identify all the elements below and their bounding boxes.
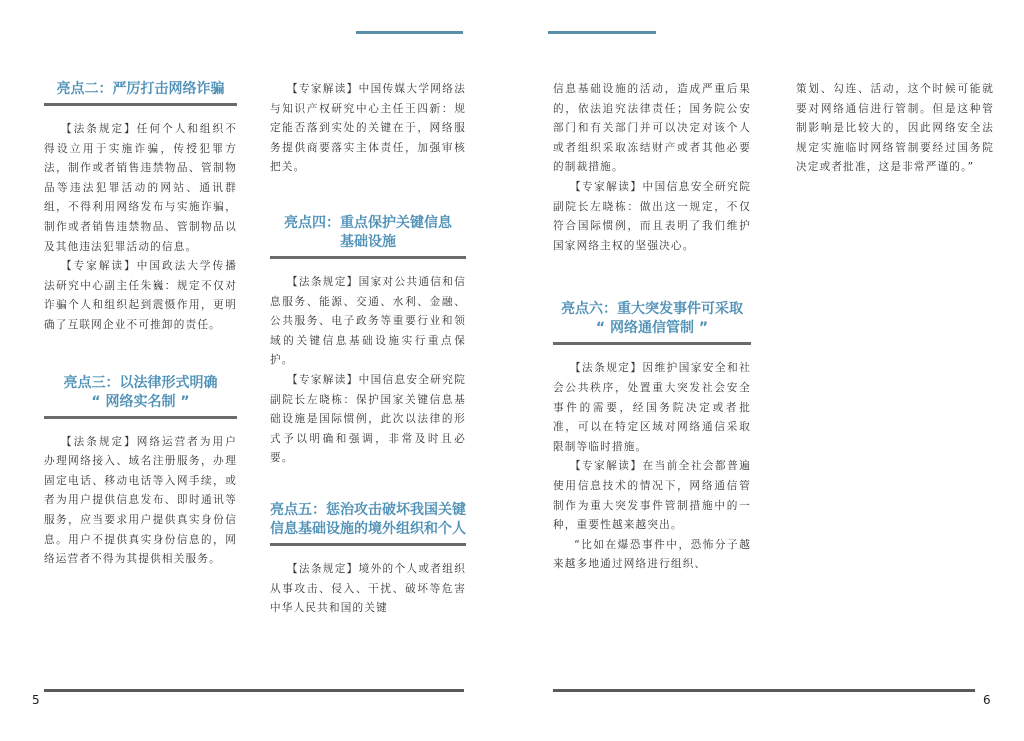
heading-highlight-4 [270, 214, 466, 252]
column-3 [553, 80, 751, 575]
heading-underline [270, 543, 466, 546]
page-number-left: 5 [32, 693, 40, 707]
expert-text-highlight-5: 【专家解读】中国信息安全研究院副院长左晓栋：做出这一规定，不仅符合国际惯例，而且表明了我们维护国家网络主权的坚强决心。 [553, 180, 751, 252]
column-1 [44, 80, 237, 570]
expert-quote-continued: 策划、勾连、活动，这个时候可能就要对网络通信进行管制。但是这种管制影响是比较大的，因此网络安全法规定实施临时网络管制要经过国务院决定或者批准，这是非常严谨的。” [796, 83, 994, 174]
expert-text-highlight-6: 【专家解读】在当前全社会都普遍使用信息技术的情况下，网络通信管制作为重大突发事件管制措施中的一种，重要性越来越突出。 [553, 460, 751, 532]
law-text-highlight-5: 【法条规定】境外的个人或者组织从事攻击、侵入、干扰、破坏等危害中华人民共和国的关键 [270, 562, 466, 615]
heading-highlight-3 [44, 374, 237, 412]
heading-highlight-5-line2: 信息基础设施的境外组织和个人 [270, 520, 466, 537]
heading-highlight-4-line2: 基础设施 [340, 233, 396, 250]
bottom-rule-left [44, 689, 464, 692]
top-rule-right [548, 31, 656, 34]
expert-text-highlight-4: 【专家解读】中国信息安全研究院副院长左晓栋：保护国家关键信息基础设施是国际惯例，此次以法律的形式予以明确和强调，非常及时且必要。 [270, 373, 466, 465]
column-2 [270, 80, 466, 619]
heading-highlight-6-line1: 亮点六：重大突发事件可采取 [561, 301, 743, 318]
law-text-highlight-6: 【法条规定】因维护国家安全和社会公共秩序，处置重大突发社会安全事件的需要，经国务院决定或者批准，可以在特定区域对网络通信采取限制等临时措施。 [553, 362, 751, 453]
top-rule-left [356, 31, 463, 34]
heading-highlight-6 [553, 300, 751, 338]
bottom-rule-right [553, 689, 975, 692]
heading-highlight-2: 亮点二：严厉打击网络诈骗 [56, 81, 225, 97]
expert-text-highlight-3: 【专家解读】中国传媒大学网络法与知识产权研究中心主任王四新：规定能否落到实处的关键在于，网络服务提供商要落实主体责任，加强审核把关。 [270, 83, 466, 174]
expert-text-highlight-2: 【专家解读】中国政法大学传播法研究中心副主任朱巍：规定不仅对诈骗个人和组织起到震慑作用，更明确了互联网企业不可推卸的责任。 [44, 260, 237, 331]
heading-highlight-4-line1: 亮点四：重点保护关键信息 [284, 214, 452, 231]
law-text-highlight-4: 【法条规定】国家对公共通信和信息服务、能源、交通、水利、金融、公共服务、电子政务等重要行业和领域的关键信息基础设施实行重点保护。 [270, 275, 466, 367]
law-text-highlight-2: 【法条规定】任何个人和组织不得设立用于实施诈骗，传授犯罪方法，制作或者销售违禁物品、管制物品等违法犯罪活动的网站、通讯群组，不得利用网络发布与实施诈骗，制作或者销售违禁物品、管制物品以及其他违法犯罪活动的信息。 [44, 123, 237, 253]
column-4 [796, 80, 994, 178]
heading-highlight-3-line1: 亮点三：以法律形式明确 [63, 374, 218, 391]
law-text-highlight-3: 【法条规定】网络运营者为用户办理网络接入、域名注册服务，办理固定电话、移动电话等入网手续，或者为用户提供信息发布、即时通讯等服务，应当要求用户提供真实身份信息。用户不提供真实身份信息的，网络运营者不得为其提供相关服务。 [44, 435, 237, 566]
page-number-right: 6 [983, 693, 991, 707]
heading-highlight-5-line1: 亮点五：惩治攻击破坏我国关键 [270, 501, 466, 518]
heading-underline [553, 342, 751, 345]
expert-quote-start: “比如在爆恐事件中，恐怖分子越来越多地通过网络进行组织、 [553, 538, 751, 571]
heading-highlight-6-line2: “ 网络通信管制 ” [595, 320, 709, 337]
heading-highlight-3-line2: “ 网络实名制 ” [91, 393, 190, 410]
law-text-highlight-5-continued: 信息基础设施的活动，造成严重后果的，依法追究法律责任；国务院公安部门和有关部门并可以决定对该个人或者组织采取冻结财产或者其他必要的制裁措施。 [553, 83, 751, 174]
heading-underline [270, 256, 466, 259]
heading-highlight-5 [270, 501, 466, 539]
heading-underline [44, 416, 237, 419]
heading-underline [44, 103, 237, 106]
